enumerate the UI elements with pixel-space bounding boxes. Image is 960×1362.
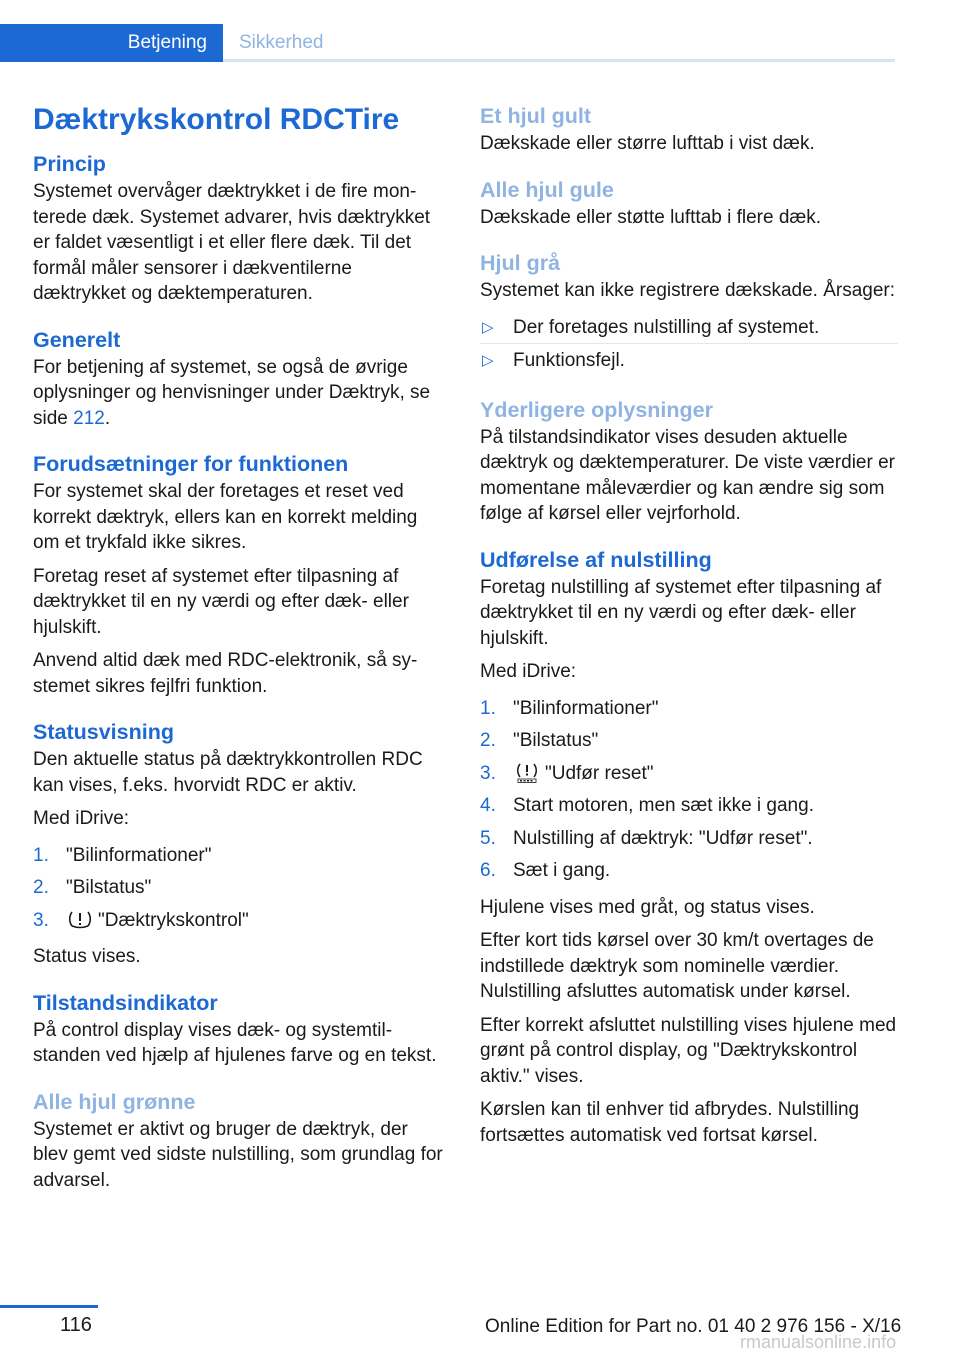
text-yderligere: På tilstandsindikator vises desuden aktuelle dæktryk og dæktemperaturer. De viste værdier er momentane måleværdier og kan ændre sig som følge af kørsel eller vejrforhold. <box>480 426 895 524</box>
list-item: ▷ Der foretages nulstilling af systemet. <box>480 312 898 345</box>
text-udfoerelse-4: Efter kort tids kørsel over 30 km/t overtages de indstillede dæktryk som nominelle værdier. Nulstilling afsluttes automatisk under kørsel. <box>480 930 874 1002</box>
status-steps-list <box>33 840 445 937</box>
footer-divider <box>0 1305 98 1308</box>
section-alle-hjul-gule <box>480 175 898 231</box>
triangle-bullet-icon: ▷ <box>482 352 494 369</box>
text-forudsaetninger-1: For systemet skal der foretages et reset ved korrekt dæktryk, ellers kan en korrekt melding om et trykfald ikke sikres. <box>33 481 418 553</box>
section-hjul-graa <box>480 248 898 377</box>
text-alle-hjul-gule: Dækskade eller støtte lufttab i flere dæk. <box>480 206 822 228</box>
triangle-bullet-icon: ▷ <box>482 318 494 336</box>
heading-alle-hjul-groenne: Alle hjul grønne <box>33 1089 196 1114</box>
page-number: 116 <box>60 1314 92 1336</box>
left-column <box>33 100 445 1211</box>
list-item: 3. "Dæktrykskontrol" <box>33 909 249 931</box>
tire-pressure-warning-icon <box>68 909 92 931</box>
tab-sikkerhed[interactable]: Sikkerhed <box>239 32 324 53</box>
section-alle-hjul-groenne <box>33 1087 445 1194</box>
tab-betjening[interactable]: Betjening <box>0 24 223 62</box>
text-udfoerelse-1: Foretag nulstilling af systemet efter tilpasning af dæktrykket til en ny værdi og efter dæk- eller hjulskift. <box>480 576 882 649</box>
text-forudsaetninger-3: Anvend altid dæk med RDC-elektronik, så systemet sikres fejlfri funktion. <box>33 650 418 697</box>
heading-hjul-graa: Hjul grå <box>480 251 561 275</box>
list-item: 2. "Bilstatus" <box>33 877 152 898</box>
section-yderligere <box>480 395 898 527</box>
text-statusvisning-1: Den aktuelle status på dæktrykkontrollen RDC kan vises, f.eks. hvorvidt RDC er aktiv. <box>33 749 423 796</box>
page-header <box>0 0 895 62</box>
page-reference-link[interactable]: 212 <box>73 407 105 429</box>
reset-steps-list <box>480 693 898 887</box>
list-item: 4. Start motoren, men sæt ikke i gang. <box>480 795 814 816</box>
section-forudsaetninger <box>33 449 445 699</box>
text-princip: Systemet overvåger dæktrykket i de fire monterede dæk. Systemet advarer, hvis dæktrykket er faldet væsentligt i et eller flere dæk. Til det formål måler sensorer i dækventilerne dæktrykket og dæktemperaturen. <box>33 181 431 304</box>
heading-generelt: Generelt <box>33 327 121 352</box>
list-item: 5. Nulstilling af dæktryk: "Udfør reset". <box>480 827 813 849</box>
text-hjul-graa: Systemet kan ikke registrere dækskade. Årsager: <box>480 280 896 301</box>
heading-udfoerelse: Udførelse af nulstilling <box>480 547 712 572</box>
text-alle-hjul-groenne: Systemet er aktivt og bruger de dæktryk, der blev gemt ved sidste nulstilling, som grundlag for advarsel. <box>33 1118 443 1191</box>
text-udfoerelse-2: Med iDrive: <box>480 661 577 682</box>
text-generelt: For betjening af systemet, se også de øvrige oplysninger og henvisninger under Dæktryk, se side 212. <box>33 356 431 429</box>
section-tilstandsindikator <box>33 988 445 1069</box>
text-udfoerelse-5: Efter korrekt afsluttet nulstilling vises hjulene med grønt på control display, og "Dæktrykskontrol aktiv." vises. <box>480 1014 897 1087</box>
text-et-hjul-gult: Dækskade eller større lufttab i vist dæk. <box>480 133 815 154</box>
section-princip <box>33 149 445 307</box>
heading-forudsaetninger: Forudsætninger for funktionen <box>33 452 349 476</box>
list-item: ▷ Funktionsfejl. <box>480 345 898 377</box>
watermark: rmanualsonline.info <box>740 1332 897 1352</box>
list-item: 2. "Bilstatus" <box>480 730 599 751</box>
heading-tilstandsindikator: Tilstandsindikator <box>33 990 218 1015</box>
section-generelt <box>33 325 445 432</box>
heading-et-hjul-gult: Et hjul gult <box>480 104 592 128</box>
section-et-hjul-gult <box>480 101 898 157</box>
heading-alle-hjul-gule: Alle hjul gule <box>480 177 614 202</box>
section-udfoerelse <box>480 545 898 1149</box>
heading-statusvisning: Statusvisning <box>33 720 174 744</box>
header-divider <box>223 59 895 62</box>
edition-note: Online Edition for Part no. 01 40 2 976 156 - X/16 <box>485 1316 902 1337</box>
text-udfoerelse-3: Hjulene vises med gråt, og status vises. <box>480 896 815 918</box>
right-column <box>480 101 898 1166</box>
heading-yderligere: Yderligere oplysninger <box>480 397 713 422</box>
list-item: 1. "Bilinformationer" <box>33 844 212 866</box>
tire-reset-icon <box>515 762 539 784</box>
causes-list <box>480 312 898 377</box>
list-item: 1. "Bilinformationer" <box>480 697 659 719</box>
text-statusvisning-3: Status vises. <box>33 946 141 967</box>
list-item: 3. "Udfør reset" <box>480 762 654 784</box>
section-statusvisning <box>33 717 445 970</box>
list-item: 6. Sæt i gang. <box>480 860 611 881</box>
page-title: Dæktrykskontrol RDCTire <box>33 103 400 136</box>
text-statusvisning-2: Med iDrive: <box>33 808 130 829</box>
heading-princip: Princip <box>33 152 106 176</box>
text-udfoerelse-6: Kørslen kan til enhver tid afbrydes. Nulstilling fortsættes automatisk ved fortsat kørsel. <box>480 1099 860 1146</box>
text-tilstandsindikator: På control display vises dæk- og systemtilstanden ved hjælp af hjulenes farve og en tekst. <box>33 1019 437 1066</box>
text-forudsaetninger-2: Foretag reset af systemet efter tilpasning af dæktrykket til en ny værdi og efter dæk- eller hjulskift. <box>33 565 409 638</box>
